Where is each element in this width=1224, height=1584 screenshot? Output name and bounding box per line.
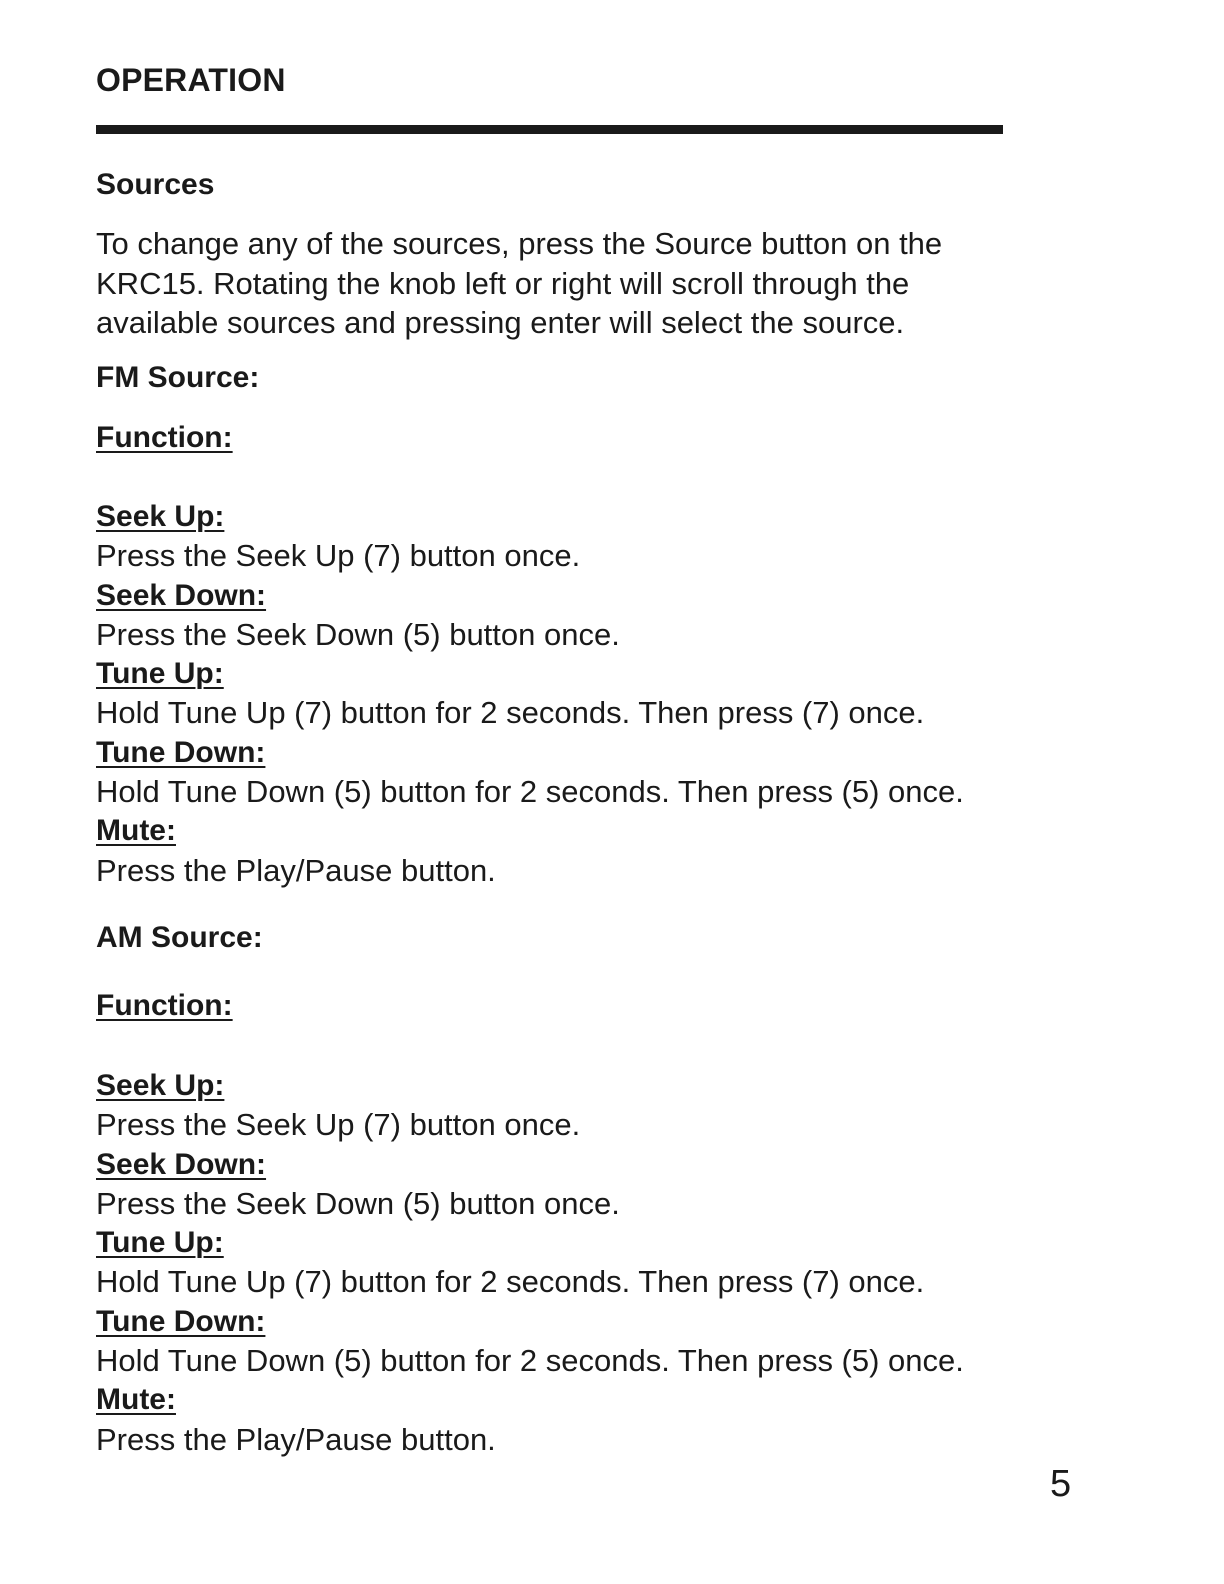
list-item [96, 1223, 1036, 1302]
function-description: Hold Tune Up (7) button for 2 seconds. Then press (7) once. [96, 695, 925, 731]
function-description: Press the Play/Pause button. [96, 852, 496, 888]
function-name: Seek Down: [96, 578, 267, 612]
list-item [96, 497, 1036, 576]
list-item [96, 1380, 1036, 1459]
function-description: Press the Seek Down (5) button once. [96, 616, 620, 652]
function-description: Press the Seek Down (5) button once. [96, 1185, 620, 1221]
function-name: Tune Down: [96, 735, 266, 769]
am-source-heading: AM Source: [96, 921, 263, 954]
list-item [96, 1066, 1036, 1145]
am-function-list [96, 1066, 1036, 1459]
function-description: Press the Play/Pause button. [96, 1421, 496, 1457]
header-divider [96, 125, 1003, 134]
function-name: Seek Down: [96, 1147, 267, 1181]
sources-line: To change any of the sources, press the Source button on the [96, 226, 943, 261]
sources-heading: Sources [96, 168, 215, 201]
section-title: OPERATION [96, 62, 286, 98]
list-item [96, 576, 1036, 655]
fm-source-heading: FM Source: [96, 361, 260, 394]
sources-paragraph [96, 224, 1026, 343]
list-item [96, 1145, 1036, 1224]
fm-function-list [96, 497, 1036, 890]
function-name: Seek Up: [96, 500, 225, 533]
function-name: Tune Up: [96, 657, 224, 691]
fm-function-label: Function: [96, 421, 233, 454]
list-item [96, 654, 1036, 733]
function-description: Hold Tune Down (5) button for 2 seconds. Then press (5) once. [96, 774, 964, 810]
function-name: Tune Down: [96, 1304, 266, 1338]
list-item [96, 733, 1036, 812]
function-name: Mute: [96, 1383, 176, 1417]
page-number: 5 [1050, 1463, 1072, 1505]
sources-line: available sources and pressing enter will select the source. [96, 305, 905, 340]
am-function-label: Function: [96, 989, 233, 1022]
list-item [96, 1302, 1036, 1381]
function-description: Press the Seek Up (7) button once. [96, 1107, 581, 1143]
function-name: Tune Up: [96, 1226, 224, 1260]
function-name: Mute: [96, 814, 176, 848]
sources-line: KRC15. Rotating the knob left or right will scroll through the [96, 265, 910, 301]
list-item [96, 811, 1036, 890]
function-description: Press the Seek Up (7) button once. [96, 538, 581, 574]
function-name: Seek Up: [96, 1069, 225, 1102]
function-description: Hold Tune Down (5) button for 2 seconds. Then press (5) once. [96, 1343, 964, 1379]
function-description: Hold Tune Up (7) button for 2 seconds. Then press (7) once. [96, 1264, 925, 1300]
